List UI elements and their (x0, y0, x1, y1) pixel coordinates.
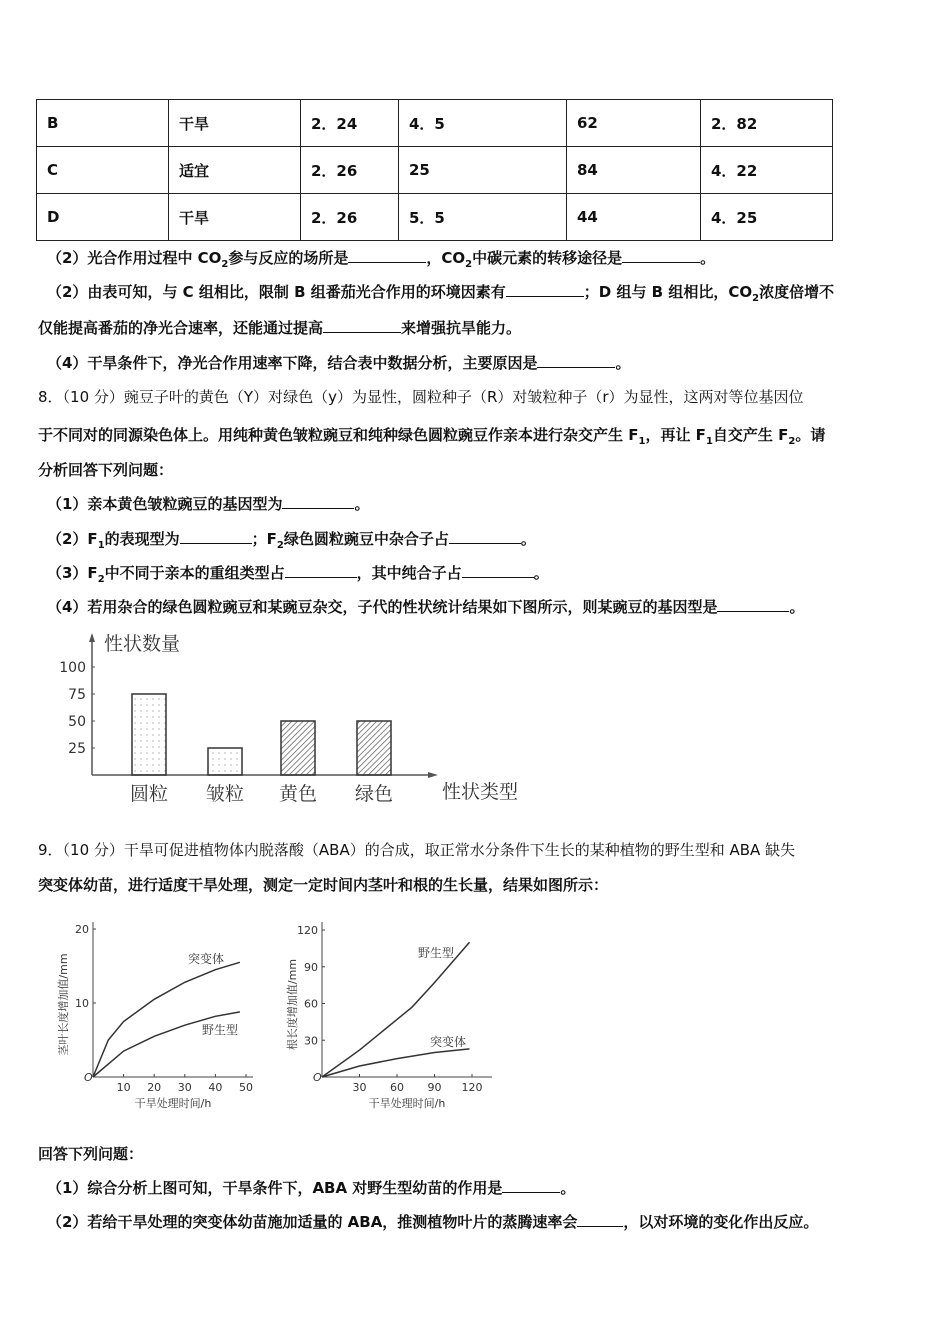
cell: 4．25 (701, 194, 833, 241)
cell: 4．5 (399, 100, 567, 147)
cell: 干旱 (169, 194, 301, 241)
cell: 2．24 (301, 100, 399, 147)
q9-q2: （2）若给干旱处理的突变体幼苗施加适量的 ABA，推测植物叶片的蒸腾速率会 ，以对环境的变化作出反应。 (47, 1213, 819, 1231)
series-line (93, 1012, 240, 1077)
cell: 44 (567, 194, 701, 241)
y-tick-label: 25 (68, 741, 86, 757)
cell: 适宜 (169, 147, 301, 194)
x-axis-label: 干旱处理时间/h (368, 1097, 446, 1110)
series-label: 突变体 (430, 1035, 467, 1049)
y-tick-label: 50 (68, 714, 86, 730)
q9-stem2: 突变体幼苗，进行适度干旱处理，测定一定时间内茎叶和根的生长量，结果如图所示： (38, 876, 609, 894)
bar (357, 721, 391, 775)
y-tick-label: 75 (68, 687, 86, 703)
cell: C (37, 147, 169, 194)
cell: 5．5 (399, 194, 567, 241)
series-line (93, 962, 240, 1077)
series-label: 野生型 (202, 1023, 239, 1037)
cell: 84 (567, 147, 701, 194)
x-tick-label: 20 (147, 1081, 162, 1094)
bar (281, 721, 315, 775)
x-axis-arrow (428, 772, 438, 778)
x-tick-label: 30 (352, 1081, 367, 1094)
cell: 62 (567, 100, 701, 147)
x-tick-label: 50 (239, 1081, 253, 1094)
series-label: 野生型 (418, 946, 455, 960)
cell: D (37, 194, 169, 241)
y-axis-label: 性状数量 (104, 633, 181, 655)
x-tick-label: 绿色 (354, 783, 394, 805)
cell: 4．22 (701, 147, 833, 194)
q9-stem3: 回答下列问题： (38, 1145, 144, 1163)
q7-part3-cont: 仅能提高番茄的净光合速率，还能通过提高 来增强抗旱能力。 (38, 319, 522, 337)
q8-q4: （4）若用杂合的绿色圆粒豌豆和某豌豆杂交，子代的性状统计结果如下图所示，则某豌豆的基因型是 。 (47, 598, 805, 616)
bar (132, 694, 166, 775)
x-tick-label: 120 (461, 1081, 483, 1094)
x-tick-label: 30 (177, 1081, 192, 1094)
q7-part3-line: （2）由表可知，与 C 组相比，限制 B 组番茄光合作用的环境因素有 ；D 组与 B 组相比，$CO_2$浓度倍增不 (47, 283, 835, 304)
y-tick-label: 10 (75, 997, 89, 1010)
x-tick-label: 90 (427, 1081, 442, 1094)
x-axis-label: 性状类型 (442, 781, 519, 803)
y-axis-label: 根长度增加值/mm (286, 958, 299, 1051)
x-tick-label: 皱粒 (205, 783, 245, 805)
q8-stem: 8．（10 分）豌豆子叶的黄色（Y）对绿色（y）为显性，圆粒种子（R）对皱粒种子（r）为显性，这两对等位基因位 (38, 388, 804, 406)
x-tick-label: 40 (208, 1081, 223, 1094)
y-tick-label: 20 (75, 923, 89, 936)
cell: 2．26 (301, 194, 399, 241)
cell: 干旱 (169, 100, 301, 147)
x-tick-label: 圆粒 (129, 783, 169, 805)
y-tick-label: 60 (304, 997, 318, 1011)
x-axis-label: 干旱处理时间/h (134, 1097, 212, 1110)
q8-stem2: 于不同对的同源染色体上。用纯种黄色皱粒豌豆和纯种绿色圆粒豌豆作亲本进行杂交产生 $F_1$，再让 $F_1$自交产生 $F_2$。请 (38, 426, 826, 447)
cell: B (37, 100, 169, 147)
cell: 2．82 (701, 100, 833, 147)
x-tick-label: 60 (390, 1081, 404, 1094)
series-line (322, 1049, 470, 1077)
q7-part4-line: （4）干旱条件下，净光合作用速率下降，结合表中数据分析，主要原因是 。 (47, 354, 631, 372)
q9-q1: （1）综合分析上图可知，干旱条件下，ABA 对野生型幼苗的作用是 。 (47, 1179, 576, 1197)
q8-q2: $(2)F_1$的表现型为 ；$F_2$绿色圆粒豌豆中杂合子占 。 (47, 530, 536, 551)
series-line (322, 942, 470, 1077)
y-tick-label: 30 (304, 1034, 318, 1048)
y-axis-label: 茎叶长度增加值/mm (57, 953, 70, 1056)
q8-stem3: 分析回答下列问题： (38, 461, 174, 479)
cell: 2．26 (301, 147, 399, 194)
q8-q3: $(3)F_2$中不同于亲本的重组类型占 ，其中纯合子占 。 (47, 564, 549, 585)
bar (208, 748, 242, 775)
x-tick-label: 10 (116, 1081, 131, 1094)
q8-q1: （1）亲本黄色皱粒豌豆的基因型为 。 (47, 495, 370, 513)
cell: 25 (399, 147, 567, 194)
origin-label: O (313, 1071, 322, 1084)
q9-stem: 9．（10 分）干旱可促进植物体内脱落酸（ABA）的合成，取正常水分条件下生长的某种植物的野生型和 ABA 缺失 (38, 841, 796, 859)
y-tick-label: 90 (304, 960, 318, 974)
y-axis-arrow (89, 633, 95, 642)
y-tick-label: 120 (297, 924, 318, 937)
q7-part2-line: （2）光合作用过程中 $CO_2$参与反应的场所是 ，$CO_2$中碳元素的转移途径是 。 (47, 249, 716, 270)
y-tick-label: 100 (59, 660, 86, 676)
x-tick-label: 黄色 (278, 783, 318, 805)
origin-label: O (84, 1071, 93, 1084)
series-label: 突变体 (188, 952, 225, 966)
